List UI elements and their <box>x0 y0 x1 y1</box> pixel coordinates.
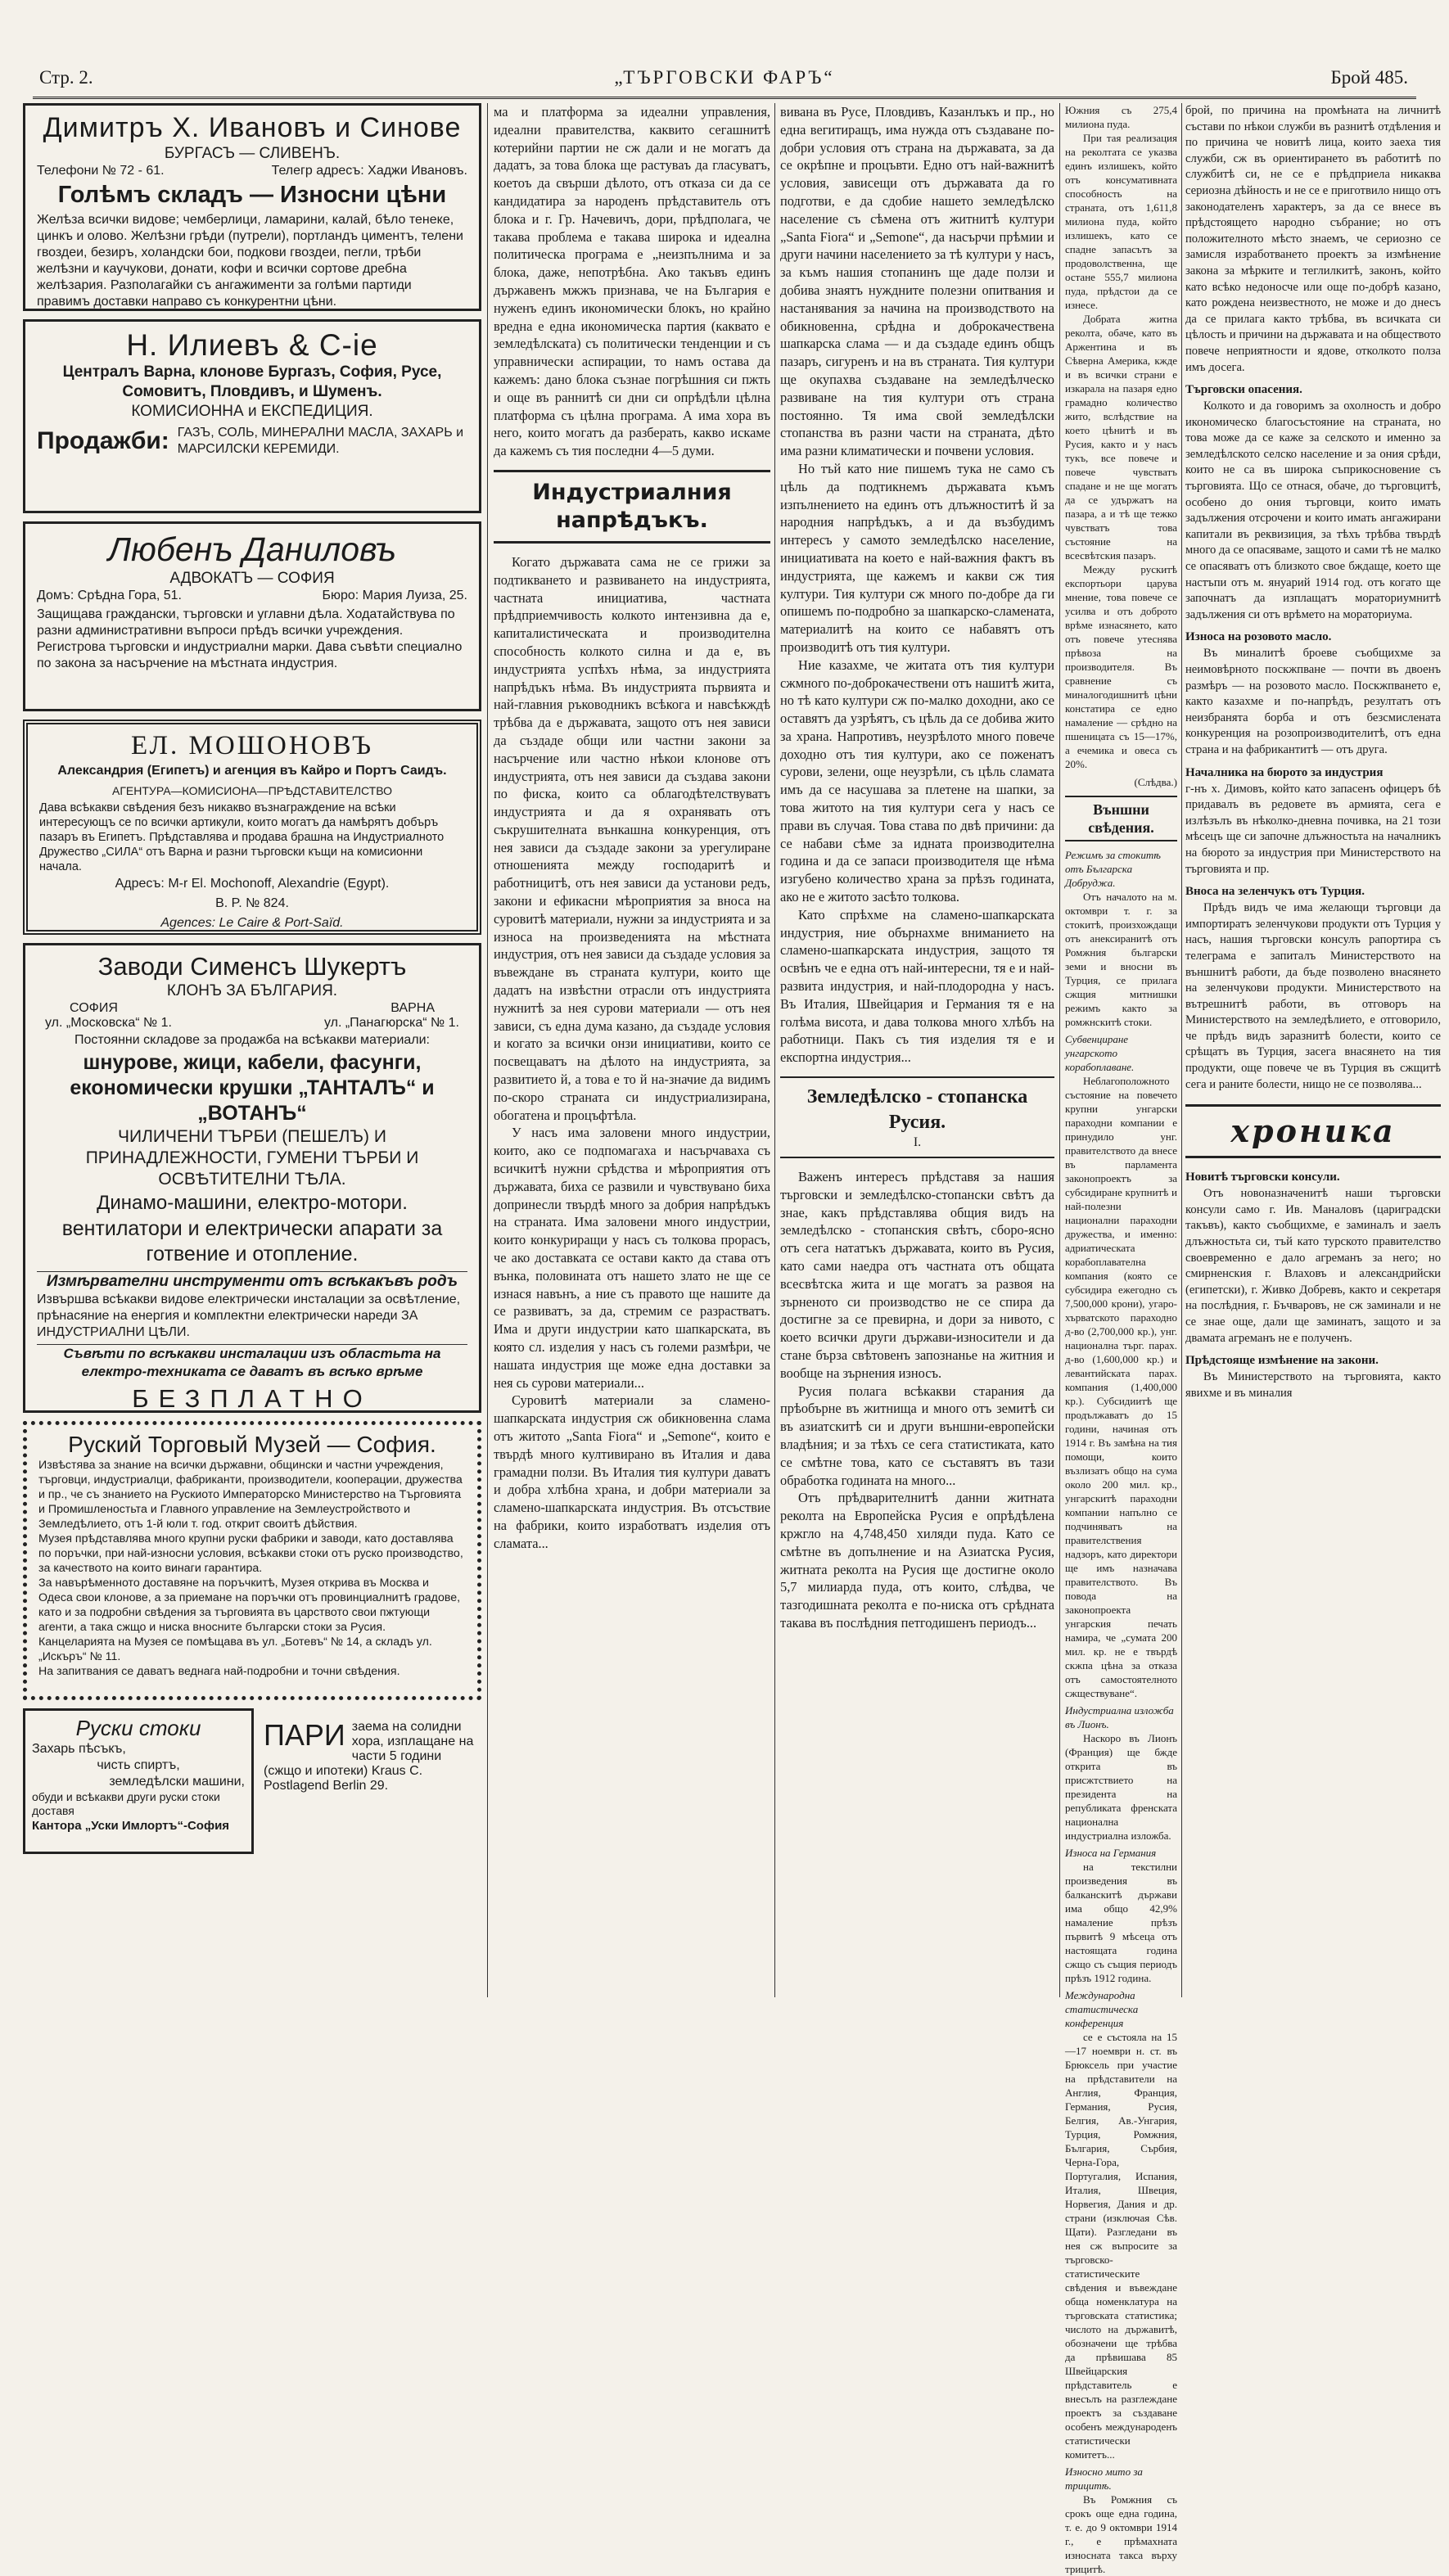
foreign-news-h1: Режимъ за стокитѣ отъ Българска Добруджа. <box>1065 849 1161 889</box>
ad-moshonov-name: ЕЛ. МОШОНОВЪ <box>130 731 374 760</box>
ad-moshonov-agencies: Agences: Le Caire & Port-Saïd. <box>160 916 344 930</box>
ad-siemens-body: Извършва всѣкакви видове електрически инсталации за освѣтление, прѣнасяние на енергия и комплектни електрически нареди ЗА ИНДУСТРИАЛНИ ЦѢЛИ. <box>37 1293 461 1339</box>
article-continuation: ма и платформа за идеални управления, идеални правителства, каквито сегашнитѣ котерийни партии не сж дали и не могатъ да дадатъ, за това блока ще растуваъ да гласуватъ, коетоъ да свърши дѣлото, отъ отказа си да се кандидатира за народенъ прѣдставитель отъ блока и г. Гр. Начевичъ, дори, прѣдполага, че такава проблема е такава широка и идеална политическа програма е „неизпълнима и за блока, даже, непотрѣбна. Ако такъвъ единъ държавенъ мжжъ признава, че на България е нуженъ единъ икономически блокъ, но крайно вредна е една икономическа партия (каквато е земледѣлската) съ политически тенденции и съ управнически аспирации, то намъ остава да кажемъ: дано блока съзнае погрѣшния си пжть и още въ раннитѣ си дни си опрѣдѣли цѣлна платформа съ цѣлна програма. А има хора въ него, които могатъ да разберать, какво искаме да кажемъ съ тия последни 4—5 думи. <box>494 104 770 459</box>
ad-museum-p2: Музея прѣдставлява много крупни руски фабрики и заводи, като доставлява по поръчки, при най-износни условия, всѣкакви стоки отъ руско производство, за качеството на които винаги гарантира. <box>38 1532 463 1575</box>
russia-article-part: I. <box>913 1135 922 1150</box>
ad-museum-p3: За навърѣменното доставяне на поръчкитѣ, Музея открива въ Москва и Одеса свои клонове, а за приемане на поръчки отъ провинциалнитѣ градове, като и за подробни свѣдения за търговията въ царството свои пжтующи агенти, а така сжщо и ниска вносните български стоки за Русия. <box>38 1577 461 1634</box>
domestic-h2: Износа на розовото масло. <box>1185 630 1332 644</box>
ad-money <box>264 1708 481 1862</box>
ad-danilov-home: Домъ: Срѣдна Гора, 51. <box>37 589 182 602</box>
ad-iliev-label: Продажби: <box>37 427 169 454</box>
industrial-progress-p2: У насъ има заловени много индустрии, които, ако се подпомагаха и насърчаваха съ всичкитѣ нужни срѣдства и мѣроприятия отъ държавата, биха се развили и чувствувано биха допринесли твърдѣ много за добрия напрѣдъкъ на страната. Има заловени много индустрии, които конкуриращи у насъ съ толкова прорасъ, че ако доставката се остави както да става отъ вънка, половината отъ нашето злато не ще се изнася навънъ, а ние съ правото ще нашите да се развиватъ, за да, стремим се разрастватъ. Има и други индустрии като шапкарската, въ която сл. изделия у насъ съ големи размѣри, че нашата индустрия ще може една доставки за нея сь сурови материали... <box>494 1125 770 1391</box>
ad-museum-p5: На запитвания се даватъ веднага най-подробни и точни свѣдения. <box>38 1665 400 1678</box>
ad-iliev-line1: Централъ Варна, клонове Бургазъ, София, Русе, <box>62 363 442 381</box>
ad-ivanov-body: Желѣза всички видове; чемберлици, ламарини, калай, бѣло тенеке, цинкъ и олово. Желѣзни грѣди (путрели), портландъ циментъ, телени гвоздеи, безиръ, холандски бои, подкови гвоздеи, пегли, трѣби желѣзни и каучукови, донати, кофи и всички сортове дребна желѣзария. Разполагайки съ ангажименти за голѣми партиди правимъ доставки направо съ конкурентни цѣни. <box>37 213 463 309</box>
ad-siemens-advice: Съвѣти по всѣкакви инсталации изъ областьта на електро-техниката се даватъ въ всѣко врѣме <box>37 1344 467 1381</box>
ad-museum-p4: Канцеларията на Музея се помѣщава въ ул. „Ботевъ“ № 14, а складъ ул. „Искъръ“ № 11. <box>38 1635 432 1663</box>
ad-russian-goods <box>23 1708 254 1854</box>
article-column-2 <box>494 103 770 1997</box>
foreign-news-p5: се е състояла на 15—17 ноември н. ст. въ Брюксель при участие на прѣдставители на Англия, Франция, Германия, Русия, Белгия, Ав.-Унгария, Турция, Ромжния, България, Сърбия, Черна-Гора, Португалия, Испания, Италия, Швеция, Норвегия, Дания и др. страни (изключая Сѣв. Щати). Разгледани въ нея сж въпросите за търговско-статистическите свѣдения и въвеждане обща номенклатура на търговската статистика; числото на държавитѣ, обозначени ще трѣбва да прѣвишава 85 Швейцарския прѣдставитель е внесълъ на разглеждане проектъ за създаване особенъ международенъ статистически комитетъ... <box>1065 2031 1177 2461</box>
ad-siemens-stock: Постоянни складове за продажба на всѣкакви материали: <box>74 1033 430 1047</box>
ad-siemens-line4: вентилатори и електрически апарати за готвение и отопление. <box>61 1217 443 1265</box>
ad-iliev <box>23 319 481 513</box>
ad-moshonov-body: Дава всѣкакви свѣдения безъ никакво възнаграждение на всѣки интересующъ се по всички артикули, които могатъ да намѣрятъ добъръ пазаръ въ Египетъ. Прѣдставлява и продава брашна на Индустриалното Дружество „СИЛА“ отъ Варна и разни търговски къщи на комисионни начала. <box>39 801 445 873</box>
domestic-p4: г-нъ х. Димовъ, който като запасенъ офицеръ бѣ придавалъ въ редовете въ армията, сега е излѣзълъ въ нѣколко-дневна почивка, на 21 този мѣсецъ ще си започне длъжностьта на началникъ на бюрото за индустрия при Министерството на търговията и пр. <box>1185 782 1441 876</box>
ad-iliev-line3: КОМИСИОННА и ЕКСПЕДИЦИЯ. <box>131 403 373 420</box>
foreign-news-p2: Неблагоположното състояние на повечето крупни унгарски параходни компании е принудило унг. правителството да внесе въ парламента законопроектъ за субсидиране крупнитѣ и най-полезни национални параходни дружества, и именно: адриатическата корабоплавателна компания (която се субсидира ежегодно съ 7,500,000 крони), угаро-хърватското параходно д-во (2,700,000 кр.), унг. национална търг. парах. д-во (1,600,000 кр.) и левантийската парах. компания (1,400,000 кр.). Субсидиитѣ ще продължаватъ до 15 години, начиная отъ 1914 г. Въ замѣна на тия помощи, които възлизатъ общо на сума около 200 мил. кр., унгарскитѣ параходни компании напълно се подчиняватъ на правителствения надзоръ, като директори ще имъ назначава правителството. Въ повода на законопроекта унгарския печать намира, че „сумата 200 мил. кр. не е твърдѣ скжпа цѣна за отказа отъ самостоятелното сжществуване“. <box>1065 1075 1177 1699</box>
chronicle-title: хроника <box>1230 1112 1396 1150</box>
straw-article-p3: Ние казахме, че житата отъ тия култури сжмного по-доброкачествени отъ нашитѣ жита, но тѣ като култури сж по-малко доходни, ако се оставятъ да узрѣятъ, съ цѣль да се добива жито за храна. Напротивъ, неузрѣлото много повече доходно отъ тия култури, ако се поженатъ сурови, зелени, още неузрѣли, съ цѣль сламата имъ да се насушава за плетене на шапки, за това житото на тия култури сега у насъ се прави въ случая. Това става по двѣ причини: да се набави сѣме за идната производителна година и да се запаси производителя ще нѣма изгубено количество храна за прѣзъ годината, ако не е житото засѣто толкова. <box>780 656 1054 905</box>
domestic-p1: брой, по причина на промѣната на личнитѣ състави по нѣкои служби въ разнитѣ отдѣления и по причина че новитѣ лица, които заеха тия служби, сж въ ориентирането въ работитѣ по службитѣ си, не се е прѣдприела никаква сериозна дѣйность и не се е приготвило нищо отъ законодателенъ характеръ, за да се внесе въ прѣдстоящето народно събрание; но отъ положителното мѣсто знаемъ, че сериозно се замисля изработването проектъ за измѣнение закона за мѣрките и теглилкитѣ, законъ, който като всѣко недоносче или още по-добрѣ казано, като рождена неизвестното, не може и до днесъ да се прилага както трѣбва, въ всичката си цѣлость и причини на държавата и на обществото повече неприятности и ядове, отколкото полза имъ досега. <box>1185 104 1441 374</box>
foreign-news-h6: Износно мито за трицитѣ. <box>1065 2465 1143 2492</box>
ad-siemens-line5: Измѣрвателни инструменти отъ всѣкакъвъ родъ <box>37 1271 467 1292</box>
column-rule <box>1059 103 1060 1997</box>
ad-museum-p1: Извѣстява за знание на всички държавни, общински и частни учреждения, търговци, индустриалци, фабриканти, производители, кооперации, дружества и пр., че съ знанието на Рускиото Императорско Министерство на Търговията и Промишленостьта и Главного управление на Землеустройството и Земледѣлието, отъ 1-й юли т. год. открит своитѣ дѣйствия. <box>38 1459 463 1531</box>
ad-siemens-line3: Динамо-машини, електро-мотори. <box>97 1192 408 1214</box>
domestic-h4: Вноса на зеленчукъ отъ Турция. <box>1185 885 1365 899</box>
ad-russian-l2: чисть спиртъ, <box>97 1758 180 1772</box>
foreign-news-h4: Износа на Германия <box>1065 1847 1157 1859</box>
ad-ivanov-slogan: Голѣмъ складъ — Износни цѣни <box>57 182 447 208</box>
ad-siemens-free: БЕЗПЛАТНО <box>132 1384 372 1413</box>
domestic-p5: Прѣдъ видъ че има желающи търговци да импортиратъ зеленчукови продукти отъ Турция у насъ, нашия търговски консулъ рапортира съ телеграма е запиталъ Министерството на външнитѣ работи, да бъде позволено внасянето на зеленчукови продукти. Министерството на вътрешнитѣ работи, въ отговоръ на Министерството на земледѣлието, е отговорило, че прѣдъ видъ заразнитѣ болести, които се срѣщатъ въ Турция, засега внасянето на тия продукти, още повече че въ Турция въ сжщитѣ сега и раните болести, нищо не се позволява... <box>1185 901 1441 1091</box>
foreign-news-h5: Международна статистическа конференция <box>1065 1989 1139 2029</box>
ad-ivanov-name: Димитръ Х. Ивановъ и Синове <box>43 112 462 143</box>
ad-moshonov <box>23 720 481 935</box>
foreign-news-p4: на текстилни произведения въ балканскитѣ държави има общо 42,9% намаление прѣзъ първитѣ 9 мѣсеца отъ настоящата година сжщо съ същия периодъ прѣзъ 1912 година. <box>1065 1861 1177 1984</box>
ad-museum-name: Руский Торговый Музей — София. <box>68 1432 436 1457</box>
domestic-h3: Началника на бюрото за индустрия <box>1185 765 1384 779</box>
foreign-news-h3: Индустриална изложба въ Лионъ. <box>1065 1704 1174 1730</box>
column-rule <box>774 103 775 1997</box>
chronicle-h1: Новитѣ търговски консули. <box>1185 1171 1340 1184</box>
issue-number: Брой 485. <box>1330 67 1408 88</box>
ad-russian-l5: Кантора „Уски Имлортъ“-София <box>32 1819 230 1833</box>
ad-moshonov-line2: АГЕНТУРА—КОМИСИОНА—ПРѢДСТАВИТЕЛСТВО <box>112 784 392 797</box>
straw-article-p2: Но тъй като ние пишемъ тука не само съ цѣль да подтикнемъ държавата къмъ изпълнението на единъ отъ длъжноститѣ й за народния напрѣдъкъ, а и да възбудимъ интересъ у самото земледѣлско население, инициативата на което е най-важния фактъ въ индустрията, ще кажемъ и какви сж тия култури. Тия култури сж много по-добре да ги опишемъ по-подробно за шапкарско-сламената, материалитѣ на които се набавятъ отъ производитѣ отъ тия култури. <box>780 460 1054 655</box>
industrial-progress-p3: Суровитѣ материали за сламено-шапкарската индустрия сж обикновенна слама отъ житото „Santa Fiora“ и „Semone“, които е твърдѣ много култивирано въ Италия и дава грамадни ползи. Въ Италия тия култури даватъ и добра хлѣбна храна, и добри материали за сламено-шапкарската индустрия. Въ отсъствие на фабрики, които изработватъ изделия отъ сламата... <box>494 1392 770 1551</box>
russia-continued-p2: При тая реализация на реколтата се указва единъ излишекъ, който отъ консумативната способность на страната, отъ 1,611,8 милиона пуда, който излишекъ, като се спадне запасътъ за продоволственна, ще остане 555,7 милиона пуда, прѣдстои да се изнесе. <box>1065 132 1177 311</box>
straw-article-p4: Като спрѣхме на сламено-шапкарската индустрия, ние обърнахме вниманието на сламено-шапкарската индустрия, защото тя освѣнъ че е една отъ най-интересни, тя е и най-развита индустрия, и най-плодородна у насъ. Въ Италия, Швейцария и Германия тя е на голѣма висота, и дава толкова много хлѣбъ на работници. Пакъ съ тия изделия тя е и експортна индустрия... <box>780 906 1054 1066</box>
continued-note: (Слѣдва.) <box>1134 776 1177 788</box>
russia-article-p3: Отъ прѣдварителнитѣ данни житната реколта на Европейска Русия е опрѣдѣлена кржгло на 4,748,450 хиляди пуда. Като се смѣтне въ допълнение и на Азиатска Русия, житната реколта на Русия ще достигне около 5,7 милиарда пуда, отъ които, слѣдва, че тазгодишната реколта е по-ниска отъ срѣдната такава въ послѣдния петгодишенъ периодъ... <box>780 1490 1054 1631</box>
chronicle-h2: Прѣдстояще измѣнение на закони. <box>1185 1354 1379 1368</box>
ad-russian-l3: земледѣлски машини, <box>109 1775 245 1789</box>
ad-iliev-goods: ГАЗЪ, СОЛЬ, МИНЕРАЛНИ МАСЛА, ЗАХАРЬ и МАРСИЛСКИ КЕРЕМИДИ. <box>177 426 464 456</box>
foreign-news-p6: Въ Ромжния съ срокъ още една година, т. е. до 9 октомври 1914 г., е прѣмахната износната такса върху трицитѣ. <box>1065 2493 1177 2575</box>
domestic-p2: Колкото и да говоримъ за охолность и добро икономическо благосъстояние на страната, но това може да се каже за селското и именно за земледѣлското селско население и за ония срѣди, които не са въ широка съприкосновение съ търговията. Що се отнася, обаче, до търговцитѣ, особено до ония търговци, които имать задължения отсрочени и които имать ангажирани капитали въ реквизиция, за тѣхъ трѣбва твърдѣ много да се опасяваме, защото и сами тѣ не малко се опасяватъ отъ близкото свое бждаще, което ще настъпи отъ м. януарий 1914 год. отъ когато ще започнатъ да изплащатъ мораториумнитѣ задължения си отъ врѣмето на мораториума. <box>1185 399 1441 621</box>
ad-siemens-varna-address: ул. „Панагюрска“ № 1. <box>323 1016 459 1030</box>
foreign-news-p3: Наскоро въ Лионъ (Франция) ще бжде открита въ присжтствието на президента на републиката френската национална индустриална изложба. <box>1065 1732 1177 1842</box>
russia-article-title: Земледѣлско - стопанска Русия. <box>806 1086 1028 1134</box>
industrial-progress-p1: Когато държавата сама не се грижи за подтикването и развиването на индустрията, частната инициатива, частната прѣдприемчивость колкото интензивна да е, капиталистическата и производителна способность колкото силна и да е, въ индустрията успѣхъ нѣма, за индустрията напрѣдъкъ нѣма. Въ индустрията първията и най-главния ръководникъ всѣкога и навсѣкждѣ трѣбва да е държавата, защото отъ нея зависи да създаде общи или частни закони за насърчение или частно нѣкои клонове отъ индустрията, отъ нея зависи да създава закони по фиска, които са облагодѣтелствуватъ индустрията и да я охранявать отъ съкрушителната вънкашна конкуренция, отъ нея зависи да създаде закони за урегулиране отношенията между господаритѣ и работницитѣ, отъ нея зависи да установи редъ, закони и ефикасни мѣроприятия за вноса на суровитѣ материали, нужни за индустрията и за износа на произведенията на мѣстната индустрия, отъ нея зависи да създаде условия за въвеждане въ страната култури, които ще дадатъ на извѣстни отрасли отъ индустрията нужнитѣ за нея сурови материали — отъ нея зависи, съ една дума казано, да създаде условия и когато за всички онзи инициативи, които се посвещаватъ на дѣлото на индустрията, за развитието й, а това е то й на-значие да видимъ по-скоро страната си индустриализирана, обогатена и процъфтѣла. <box>494 553 770 1123</box>
newspaper-title: „ТЪРГОВСКИ ФАРЪ“ <box>614 67 835 88</box>
c4-content <box>1065 103 1177 2575</box>
ad-danilov-office: Бюро: Мария Луиза, 25. <box>322 589 467 602</box>
ad-siemens-name: Заводи Сименсъ Шукертъ <box>97 952 407 981</box>
ad-moshonov-line1: Александрия (Египетъ) и агенция въ Кайро и Портъ Саидъ. <box>57 764 447 778</box>
russia-continued-p3: Добрата житна реколта, обаче, като въ Аржентина и въ Сѣверна Америка, кжде и въ всички страни е изкарала на пазаря едно грамадно количество жито, вслѣдствие на което цѣнитѣ и въ Русия, както и у насъ тукъ, все повече и повече чувстватъ спадане и не ще могатъ да се удържатъ на пазара, а и тѣ ще тежко чувстватъ това състояние на всесвѣтския пазаръ. <box>1065 313 1177 562</box>
domestic-p3: Въ миналитѣ броеве съобщихме за неимовѣрното поскжпване — почти въ двоенъ размѣръ — на розовото масло. Поскжпването е, както казахме и по-напрѣдъ, резултатъ отъ неизбранята борба и отъ безсмислената конкуренция на розопроизводителитѣ, отъ една страна и на фабрикантитѣ — отъ друга. <box>1185 647 1441 756</box>
foreign-news-h2: Субвенциране унгарското корабоплаване. <box>1065 1033 1135 1073</box>
ad-danilov-sub: АДВОКАТЪ — СОФИЯ <box>169 570 335 587</box>
foreign-news-title: Външни свѣдения. <box>1088 801 1154 836</box>
ad-moshonov-address: Адресъ: M-r El. Mochonoff, Alexandrie (Egypt). <box>115 877 390 891</box>
chronicle-p1: Отъ новоназначенитѣ наши търговски консули само г. Ив. Маналовъ (цариградски такъвъ), както съобщихме, е заминалъ и заелъ длъжностьта си, тъй като турското правителство своевременно е дало агреманъ за него; но смирненския г. Влаховъ и александрийски (египетски), г. Живко Добревъ, както и секретаря на послѣдния, г. Бъчваровъ, не сж заминали и не се знае още, дали ще заминатъ, защото и за двамата агреманъ не е полученъ. <box>1185 1187 1441 1345</box>
ad-siemens-sofia-address: ул. „Московска“ № 1. <box>45 1016 172 1030</box>
ad-siemens-varna: ВАРНА <box>390 1001 435 1015</box>
ad-iliev-line2: Сомовитъ, Пловдивъ, и Шуменъ. <box>122 383 382 400</box>
column-rule <box>487 103 488 1997</box>
ad-money-body: заема на солидни хора, изплащане на части 5 години (сжщо и ипотеки) Kraus C. Postlagend Berlin 29. <box>264 1720 474 1793</box>
ad-ivanov-cities: БУРГАСЪ — СЛИВЕНЪ. <box>164 145 341 162</box>
ad-ivanov-telegram: Телегр адресъ: Хаджи Ивановъ. <box>271 164 467 178</box>
page-number: Стр. 2. <box>39 67 93 88</box>
ad-ivanov <box>23 103 481 311</box>
industrial-progress-title: Индустриалния напрѣдъкъ. <box>532 479 732 533</box>
ad-russian-name: Руски стоки <box>75 1716 201 1740</box>
ad-siemens-sofia: СОФИЯ <box>70 1001 118 1015</box>
ad-russian-l1: Захарь пѣсъкъ, <box>32 1742 126 1756</box>
page-header <box>33 57 1416 99</box>
domestic-h1: Търговски опасения. <box>1185 383 1302 397</box>
domestic-news-column <box>1185 103 1441 1997</box>
ad-iliev-name: Н. Илиевъ & С-іе <box>126 328 378 362</box>
ad-russian-museum <box>23 1421 481 1700</box>
ad-russian-l4: обуди и всѣкакви други руски стоки доставя <box>32 1790 220 1817</box>
ad-danilov-name: Любенъ Даниловъ <box>107 530 397 568</box>
article-column-3 <box>780 103 1054 1997</box>
ad-siemens-line1: шнурове, жици, кабели, фасунги, економически крушки „ТАНТАЛЪ“ и „ВОТАНЪ“ <box>70 1051 435 1125</box>
ad-siemens-line2: ЧИЛИЧЕНИ ТЪРБИ (ПЕШЕЛЪ) И ПРИНАДЛЕЖНОСТИ, ГУМЕНИ ТЪРБИ И ОСВѢТИТЕЛНИ ТѢЛА. <box>85 1127 419 1189</box>
russia-continued-p4: Между рускитѣ експортьори царува мнение, това повече се усилва и отъ доброто врѣме изнасянето, като отъ повече утеснява прѣвоза на производителя. Въ сравнение съ миналогодишнитѣ цѣни констатира се едно намаление — срѣдно на пшеницата съ 15—17%, а ечемика и овеса съ 20%. <box>1065 563 1177 770</box>
russia-article-p1: Важенъ интересъ прѣдставя за нашия търговски и земледѣлско-стопански свѣтъ да знае, какъ прѣдставлява общия видъ на земледѣлско - стопанския свѣтъ, сборо-ясно отъ сега нататъкъ държавата, които въ Русия, като сами наедра отъ частната отъ общата всесвѣтска жита и ще могатъ за развоя на зърненото си производство не се спира да достигне за се превирна, и дори за нивото, с което всички други държави-износители и да стане бърза свѣтовенъ запознанье на житния и вообще на зърнения износъ. <box>780 1169 1054 1381</box>
straw-article-p1: вивана въ Русе, Пловдивъ, Казанлъкъ и пр., но една вегитиращъ, има нужда отъ създаване по-добри условия отъ страна на държавата, за да се окрѣпне и процъвти. Едно отъ най-важнитѣ условия, зависещи отъ държавата да го подготви, е да сдобие нашето земледѣлско население съ сѣмена отъ житнитѣ култури „Santa Fiora“ и „Semone“, да насърчи прѣмии и други начини населението за тѣ култури у насъ, за къмъ нашия стопанинъ ще даде ползи и добива знаятъ нуждните полезни опитвания и настанявания за начина на производството на обикновенна, срѣдна и доброкачествена шапкарска слама — и да създаде единъ общъ пазаръ, сигуренъ и на въ страната. Тия култури ще окупахва създаване на земледѣлческо развиване на тия култури отъ страна постоянно. Тя има свой земледѣлски стопанства въ разни части на страната, дѣто има разни климатически и почвени условия. <box>780 104 1054 459</box>
ad-siemens <box>23 943 481 1413</box>
russia-article-p2: Русия полага всѣкакви старания да прѣобърне въ житнища и много отъ земитѣ си въ азиатскитѣ си и други външни-европейски владѣния; и за тѣхъ се сега статистиката, като се смѣтне това, като се съставятъ въ тази обработка годината на много... <box>780 1383 1054 1488</box>
ad-money-head: ПАРИ <box>264 1718 345 1752</box>
ad-danilov <box>23 521 481 711</box>
advertisement-column <box>23 103 481 1997</box>
column-rule <box>1181 103 1182 1997</box>
russia-continued-p1: Южния съ 275,4 милиона пуда. <box>1065 104 1177 130</box>
ad-siemens-sub: КЛОНЪ ЗА БЪЛГАРИЯ. <box>166 982 338 999</box>
foreign-news-p1: Отъ началото на м. октомври т. г. за стокитѣ, произхождащи отъ анексиранитѣ отъ Ромжния български земи и вносни въ Турция, се прилага сжщия митнишки режимъ както за ромжнскитѣ стоки. <box>1065 891 1177 1028</box>
ad-danilov-body: Защищава граждански, търговски и углавни дѣла. Ходатайствува по разни административни въпроси прѣдъ всички учреждения. Регистрова търговски и индустриални марки. Дава съвѣти специално по закона за насърчение на мѣстната индустрия. <box>37 607 463 670</box>
chronicle-p2: Въ Министерството на търговията, както явихме и въ миналия <box>1185 1370 1441 1400</box>
ad-ivanov-phone: Телефони № 72 - 61. <box>37 164 165 178</box>
ad-moshonov-box: B. P. № 824. <box>215 896 289 910</box>
